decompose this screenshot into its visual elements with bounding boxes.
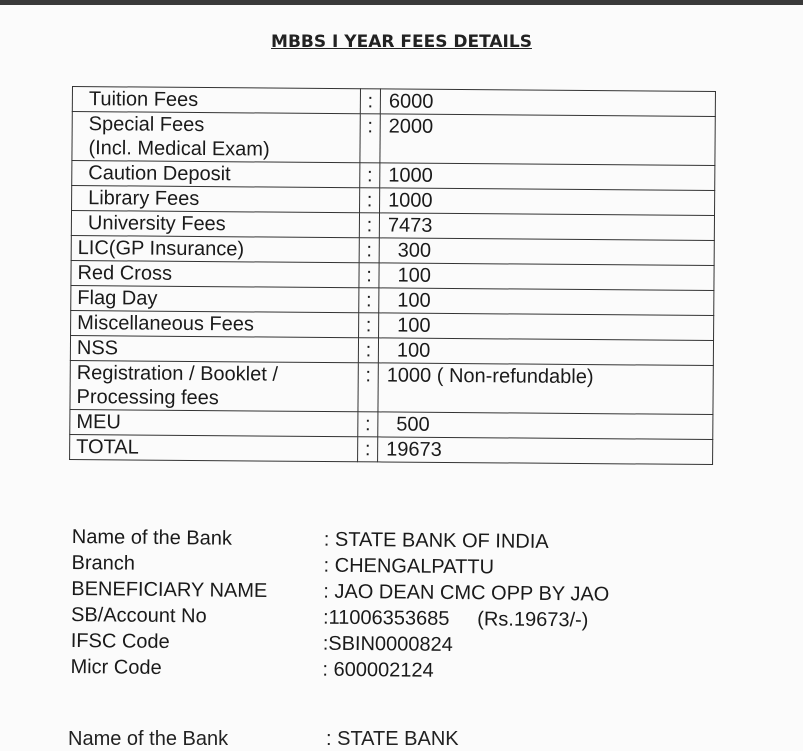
fee-item: Special Fees (Incl. Medical Exam) [72, 112, 360, 163]
fee-row [70, 360, 713, 414]
fee-amount: 100 [379, 313, 714, 341]
bank-label: Branch [71, 551, 136, 575]
fee-item: Library Fees [72, 186, 360, 213]
fee-amount: 300 [379, 238, 714, 266]
top-border [0, 0, 803, 5]
bank-value: :11006353685 (Rs.19673/-) [322, 606, 589, 632]
fee-amount: 100 [379, 263, 714, 291]
fee-amount: 1000 ( Non-refundable) [378, 363, 713, 415]
fee-amount: 2000 [380, 114, 715, 166]
fee-separator: : [358, 437, 378, 462]
fee-item: TOTAL [70, 434, 358, 461]
cut-off-bank-row [68, 728, 459, 751]
bank-value: : CHENGALPATTU [323, 554, 495, 579]
fee-item: NSS [70, 335, 358, 362]
fee-item: Red Cross [71, 260, 359, 287]
fee-item: Flag Day [71, 285, 359, 312]
fee-amount: 1000 [380, 163, 715, 191]
fee-item: Caution Deposit [72, 161, 360, 188]
fee-item: MEU [70, 409, 358, 436]
fee-item: Tuition Fees [72, 87, 360, 114]
fee-row [72, 112, 715, 166]
fee-amount: 100 [379, 288, 714, 316]
bank-value: : STATE BANK OF INDIA [323, 528, 549, 553]
fee-separator: : [360, 188, 380, 213]
fee-separator: : [359, 313, 379, 338]
fee-item: LIC(GP Insurance) [71, 235, 359, 262]
bank-row [70, 654, 608, 686]
page-title: MBBS I YEAR FEES DETAILS [271, 32, 532, 52]
fee-amount: 7473 [379, 213, 714, 241]
fee-amount: 500 [378, 412, 713, 440]
fee-separator: : [360, 114, 380, 163]
fee-row [70, 434, 713, 464]
cut-off-label: Name of the Bank [68, 728, 229, 750]
fee-amount: 6000 [380, 89, 715, 117]
fee-amount: 100 [378, 338, 713, 366]
fee-separator: : [360, 89, 380, 114]
bank-details [70, 524, 610, 686]
fee-amount: 19673 [378, 437, 713, 465]
fees-table [69, 86, 716, 465]
fee-separator: : [359, 288, 379, 313]
fee-separator: : [359, 213, 379, 238]
cut-off-value: : STATE BANK [326, 728, 459, 750]
bank-label: IFSC Code [70, 629, 170, 654]
fee-separator: : [358, 338, 378, 363]
bank-label: Name of the Bank [71, 525, 233, 550]
bank-value: : 600002124 [322, 658, 434, 682]
fee-item: Registration / Booklet / Processing fees [70, 360, 358, 411]
bank-label: BENEFICIARY NAME [71, 577, 268, 603]
bank-value: : JAO DEAN CMC OPP BY JAO [323, 580, 610, 606]
fee-amount: 1000 [380, 188, 715, 216]
fee-separator: : [358, 363, 378, 412]
fee-separator: : [358, 412, 378, 437]
fee-separator: : [359, 238, 379, 263]
bank-label: Micr Code [70, 655, 162, 679]
fee-separator: : [359, 263, 379, 288]
fee-separator: : [360, 163, 380, 188]
bank-label: SB/Account No [70, 603, 207, 628]
fee-item: Miscellaneous Fees [71, 310, 359, 337]
fee-item: University Fees [71, 211, 359, 238]
bank-value: :SBIN0000824 [322, 632, 453, 656]
